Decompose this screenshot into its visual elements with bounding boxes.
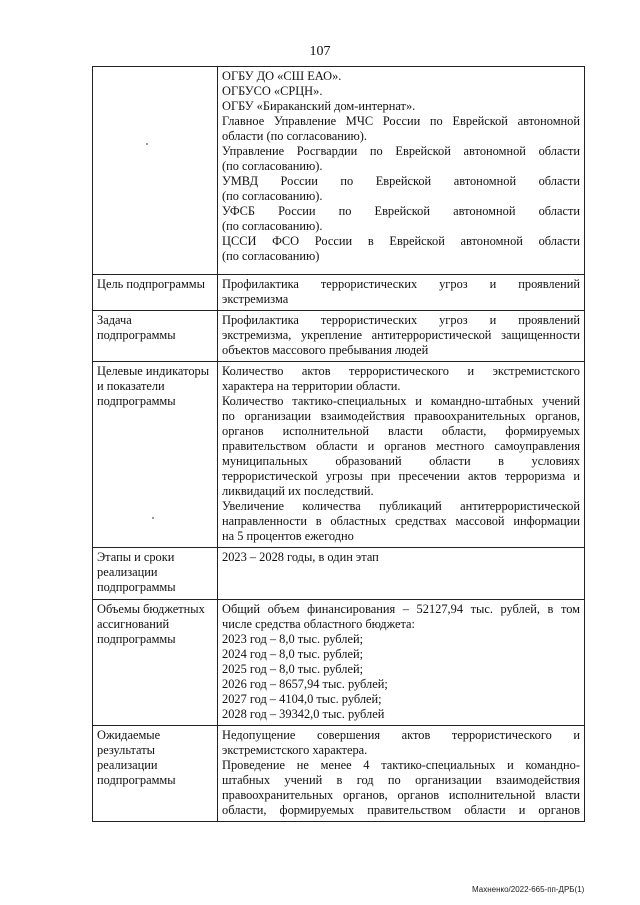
text-line: Профилактика террористических угроз и проявлений bbox=[222, 277, 580, 291]
row-value bbox=[218, 311, 585, 362]
row-value bbox=[218, 548, 585, 600]
text-line: Недопущение совершения актов террористического и bbox=[222, 728, 580, 742]
row-value bbox=[218, 726, 585, 822]
text-line: 2028 год – 39342,0 тыс. рублей bbox=[222, 707, 385, 721]
row-label: Объемы бюджетных ассигнований подпрограммы bbox=[93, 600, 218, 726]
text-line: экстремистского характера. bbox=[222, 743, 368, 757]
table-row bbox=[93, 600, 585, 726]
table-row bbox=[93, 726, 585, 822]
text-line: 2023 год – 8,0 тыс. рублей; bbox=[222, 632, 364, 646]
text-line: Количество актов террористического и экстремистского bbox=[222, 364, 580, 378]
text-line: экстремизма bbox=[222, 292, 289, 306]
row-label: Цель подпрограммы bbox=[93, 275, 218, 311]
row-value bbox=[218, 67, 585, 275]
table-row bbox=[93, 67, 585, 275]
table-row bbox=[93, 275, 585, 311]
text-line: муниципальных образований области в условиях bbox=[222, 454, 580, 468]
text-line: Управление Росгвардии по Еврейской автономной области bbox=[222, 144, 580, 158]
text-line: правоохранительных органов, органов исполнительной власти bbox=[222, 788, 580, 802]
row-value bbox=[218, 600, 585, 726]
text-line: направленности в областных средствах массовой информации bbox=[222, 514, 580, 528]
text-line: УФСБ России по Еврейской автономной области bbox=[222, 204, 580, 218]
text-line: 2026 год – 8657,94 тыс. рублей; bbox=[222, 677, 388, 691]
text-line: 2023 – 2028 годы, в один этап bbox=[222, 550, 379, 564]
table-row bbox=[93, 311, 585, 362]
text-line: (по согласованию). bbox=[222, 189, 323, 203]
text-line: органов исполнительной власти области, формируемых bbox=[222, 424, 580, 438]
row-label: Задача подпрограммы bbox=[93, 311, 218, 362]
text-line: 2024 год – 8,0 тыс. рублей; bbox=[222, 647, 364, 661]
text-line: Главное Управление МЧС России по Еврейской автономной bbox=[222, 114, 580, 128]
scan-speck bbox=[152, 517, 154, 519]
table-row bbox=[93, 548, 585, 600]
table-row bbox=[93, 362, 585, 548]
text-line: правительством области и органов местного самоуправления bbox=[222, 439, 580, 453]
text-line: Проведение не менее 4 тактико-специальных и командно- bbox=[222, 758, 580, 772]
text-line: ЦССИ ФСО России в Еврейской автономной области bbox=[222, 234, 580, 248]
text-line: Количество тактико-специальных и командно-штабных учений bbox=[222, 394, 580, 408]
text-line: области, формируемых правительством области и органов bbox=[222, 803, 580, 817]
text-line: характера на территории области. bbox=[222, 379, 401, 393]
text-line: ОГБУСО «СРЦН». bbox=[222, 84, 323, 98]
text-line: на 5 процентов ежегодно bbox=[222, 529, 354, 543]
scan-speck bbox=[146, 143, 148, 145]
page-number: 107 bbox=[309, 44, 331, 59]
text-line: ОГБУ ДО «СШ ЕАО». bbox=[222, 69, 342, 83]
text-line: Общий объем финансирования – 52127,94 тыс. рублей, в том bbox=[222, 602, 580, 616]
text-line: ОГБУ «Бираканский дом-интернат». bbox=[222, 99, 416, 113]
text-line: экстремизма, укрепление антитеррористической защищенности bbox=[222, 328, 580, 342]
text-line: ликвидаций их последствий. bbox=[222, 484, 374, 498]
text-line: числе средства областного бюджета: bbox=[222, 617, 415, 631]
text-line: (по согласованию) bbox=[222, 249, 320, 263]
row-label bbox=[93, 67, 218, 275]
row-value bbox=[218, 362, 585, 548]
text-line: Профилактика террористических угроз и проявлений bbox=[222, 313, 580, 327]
document-footer-code: Махненко/2022-665-пп-ДРБ(1) bbox=[472, 885, 585, 894]
text-line: (по согласованию). bbox=[222, 219, 323, 233]
text-line: УМВД России по Еврейской автономной области bbox=[222, 174, 580, 188]
subprogram-passport-table bbox=[92, 66, 585, 822]
row-value bbox=[218, 275, 585, 311]
text-line: штабных учений в год по организации взаимодействия bbox=[222, 773, 580, 787]
row-label: Ожидаемые результаты реализации подпрограммы bbox=[93, 726, 218, 822]
text-line: 2025 год – 8,0 тыс. рублей; bbox=[222, 662, 364, 676]
row-label: Этапы и сроки реализации подпрограммы bbox=[93, 548, 218, 600]
text-line: террористической угрозы при пресечении актов терроризма и bbox=[222, 469, 580, 483]
row-label: Целевые индикаторы и показатели подпрограммы bbox=[93, 362, 218, 548]
text-line: (по согласованию). bbox=[222, 159, 323, 173]
text-line: 2027 год – 4104,0 тыс. рублей; bbox=[222, 692, 382, 706]
text-line: объектов массового пребывания людей bbox=[222, 343, 429, 357]
text-line: Увеличение количества публикаций антитеррористической bbox=[222, 499, 580, 513]
text-line: области (по согласованию). bbox=[222, 129, 368, 143]
text-line: по организации взаимодействия правоохранительных органов, bbox=[222, 409, 580, 423]
